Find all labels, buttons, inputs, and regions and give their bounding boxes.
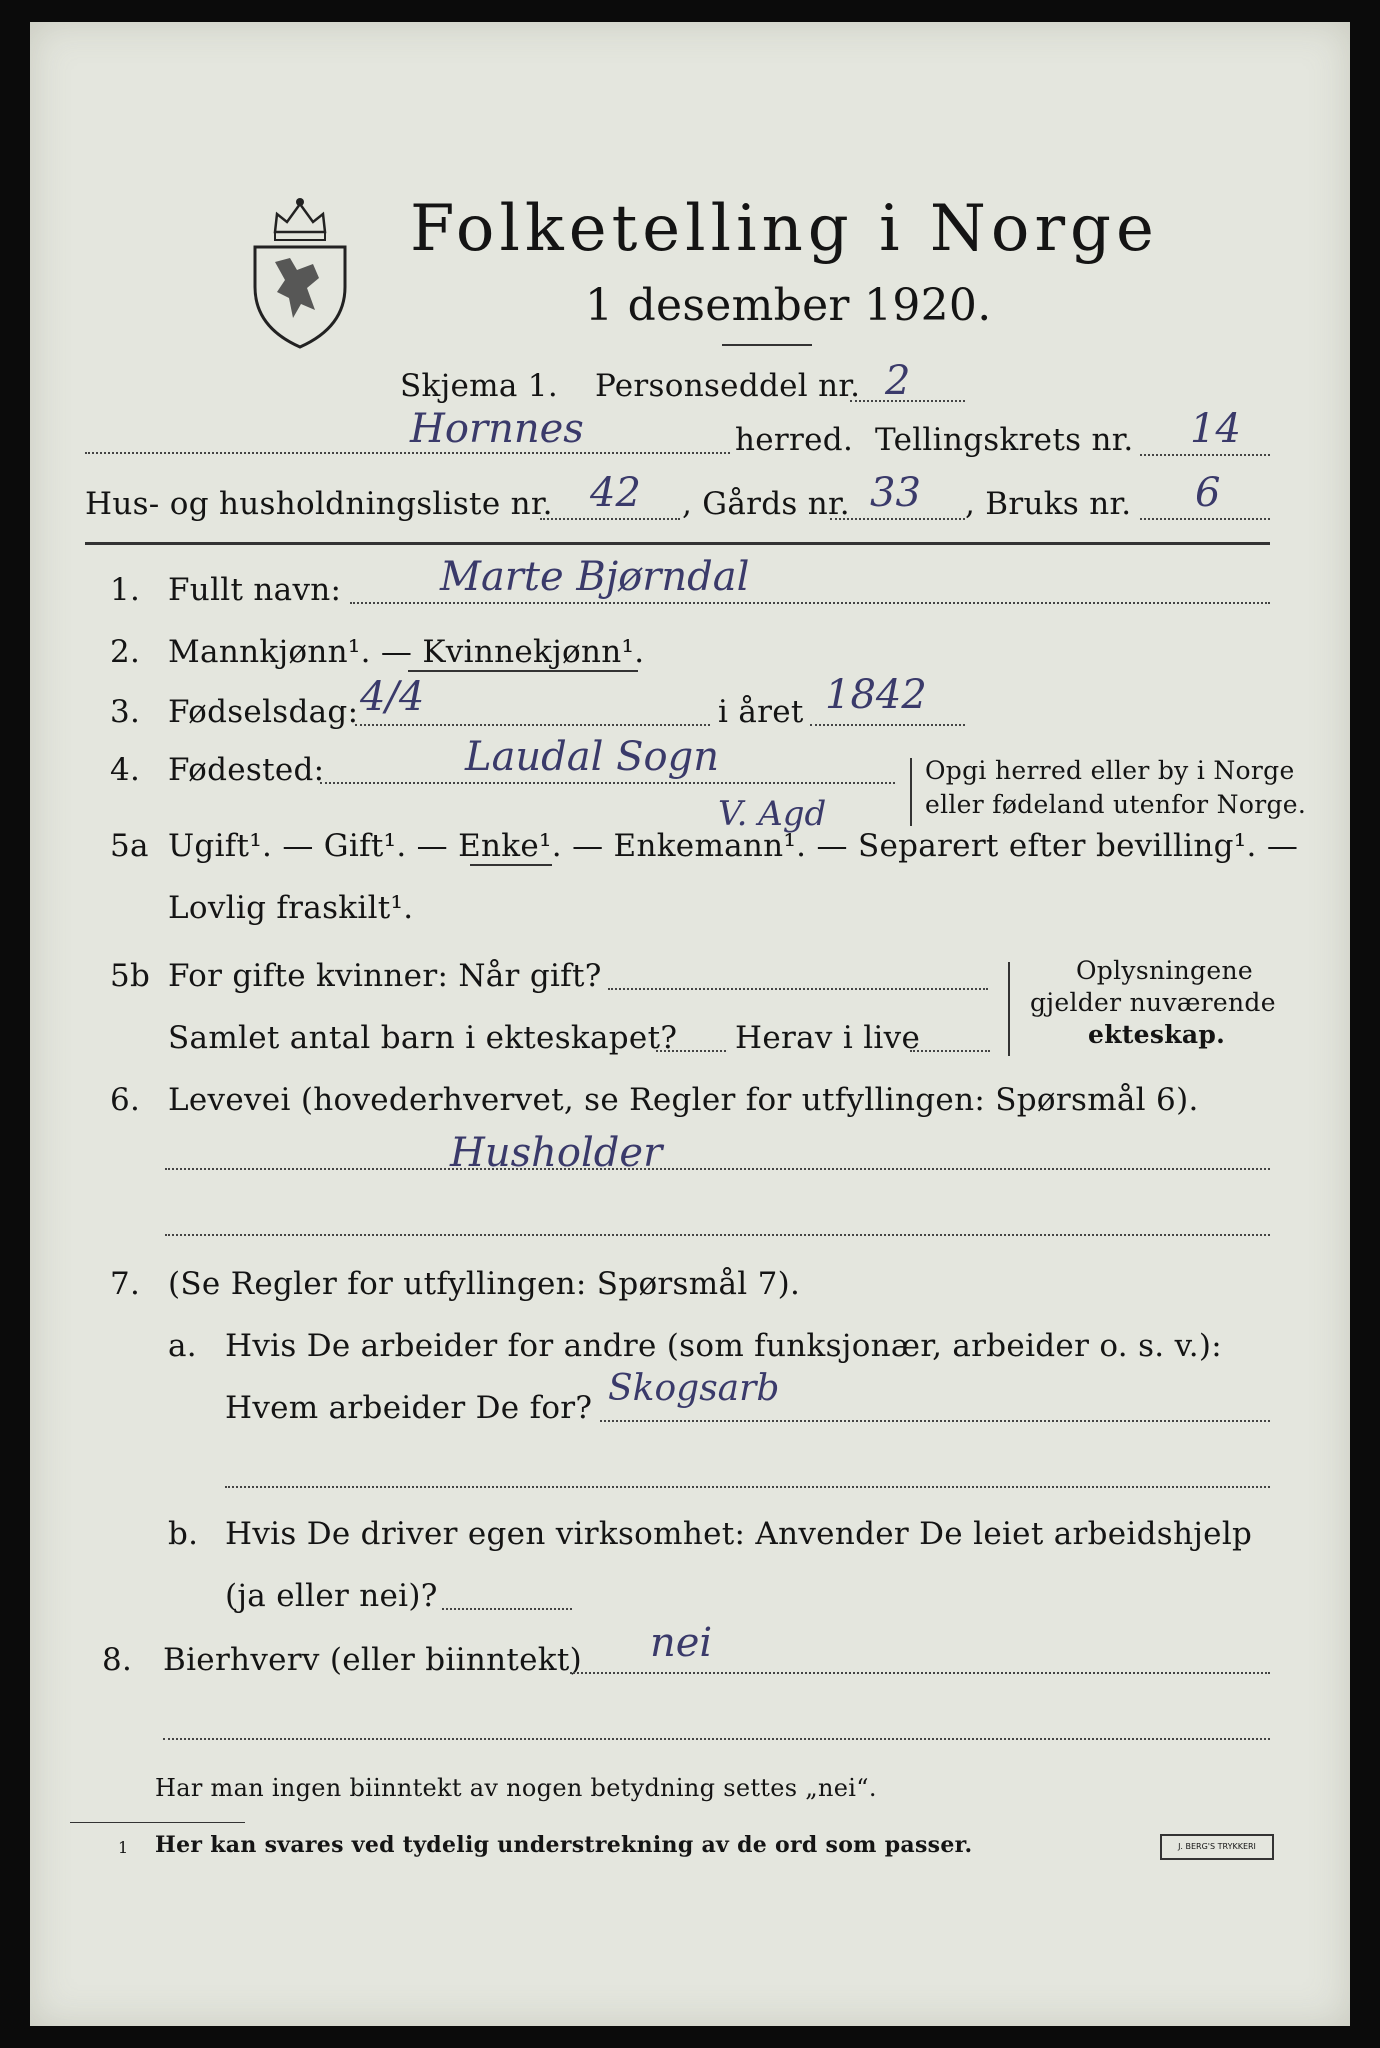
birthday-field[interactable] bbox=[355, 724, 710, 726]
q3-year-label: i året bbox=[718, 694, 804, 730]
side-income-value: nei bbox=[650, 1620, 713, 1666]
printer-stamp bbox=[1160, 1834, 1274, 1860]
footer-note: Har man ingen biinntekt av nogen betydning settes „nei“. bbox=[155, 1774, 877, 1802]
q2-number: 2. bbox=[110, 634, 141, 670]
herred-field[interactable] bbox=[85, 452, 730, 454]
footnote-number: 1 bbox=[118, 1838, 129, 1857]
q4-number: 4. bbox=[110, 752, 141, 788]
coat-of-arms-icon bbox=[245, 192, 355, 352]
q3-label: Fødselsdag: bbox=[168, 694, 359, 730]
q6-label: Levevei (hovederhvervet, se Regler for utfyllingen: Spørsmål 6). bbox=[168, 1082, 1199, 1118]
q6-number: 6. bbox=[110, 1082, 141, 1118]
section-divider bbox=[85, 542, 1270, 545]
q7b-number: b. bbox=[168, 1516, 199, 1552]
occupation-field[interactable] bbox=[165, 1168, 1270, 1170]
husliste-label: Hus- og husholdningsliste nr. bbox=[85, 486, 553, 522]
tellingskrets-field[interactable] bbox=[1140, 454, 1270, 456]
side-income-field[interactable] bbox=[570, 1672, 1270, 1674]
birthplace-field[interactable] bbox=[320, 782, 895, 784]
herred-label: herred. bbox=[735, 422, 854, 458]
q2-label: Mannkjønn¹. — Kvinnekjønn¹. bbox=[168, 634, 645, 670]
husliste-value: 42 bbox=[590, 470, 641, 516]
footnote-divider bbox=[70, 1822, 245, 1823]
tellingskrets-label: Tellingskrets nr. bbox=[875, 422, 1134, 458]
marriage-note-brace bbox=[1008, 962, 1020, 1056]
birthday-value: 4/4 bbox=[360, 674, 425, 720]
q3-number: 3. bbox=[110, 694, 141, 730]
hired-help-field[interactable] bbox=[442, 1608, 572, 1610]
birth-year-value: 1842 bbox=[825, 672, 927, 718]
employer-field[interactable] bbox=[600, 1420, 1270, 1422]
q4-label: Fødested: bbox=[168, 752, 325, 788]
occupation-value: Husholder bbox=[450, 1130, 663, 1176]
q7-number: 7. bbox=[110, 1266, 141, 1302]
q7b-label: Hvis De driver egen virksomhet: Anvender De leiet arbeidshjelp bbox=[225, 1516, 1253, 1552]
marriage-note-2: gjelder nuværende bbox=[1030, 988, 1276, 1017]
side-income-field-2[interactable] bbox=[163, 1738, 1270, 1740]
full-name-field[interactable] bbox=[350, 602, 1270, 604]
q5b-label-3: Herav i live bbox=[735, 1020, 921, 1056]
children-alive-field[interactable] bbox=[910, 1050, 990, 1052]
birthplace-note-brace bbox=[910, 758, 922, 826]
occupation-field-2[interactable] bbox=[165, 1234, 1270, 1236]
birthplace-value: Laudal Sogn bbox=[465, 734, 719, 780]
birthplace-region-value: V. Agd bbox=[718, 794, 827, 834]
birthplace-note-2: eller fødeland utenfor Norge. bbox=[925, 790, 1307, 819]
employer-field-2[interactable] bbox=[225, 1486, 1270, 1488]
q5a-label-2: Lovlig fraskilt¹. bbox=[168, 890, 414, 926]
q8-number: 8. bbox=[102, 1642, 133, 1678]
gards-value: 33 bbox=[870, 470, 921, 516]
employer-value: Skogsarb bbox=[608, 1368, 780, 1409]
full-name-value: Marte Bjørndal bbox=[440, 554, 750, 600]
gards-field[interactable] bbox=[830, 518, 965, 520]
marriage-note-1: Oplysningene bbox=[1076, 956, 1253, 985]
personseddel-label: Personseddel nr. bbox=[595, 368, 861, 404]
q5a-label: Ugift¹. — Gift¹. — Enke¹. — Enkemann¹. — Separert efter bevilling¹. — bbox=[168, 828, 1299, 864]
printer-stamp-text: J. BERG'S TRYKKERI bbox=[1178, 1842, 1256, 1851]
personseddel-value: 2 bbox=[885, 358, 911, 404]
q1-label: Fullt navn: bbox=[168, 572, 342, 608]
schema-label: Skjema 1. bbox=[400, 368, 558, 404]
q7a-number: a. bbox=[168, 1328, 197, 1364]
bruks-value: 6 bbox=[1195, 470, 1221, 516]
birthplace-note-1: Opgi herred eller by i Norge bbox=[925, 756, 1295, 785]
marriage-date-field[interactable] bbox=[608, 988, 988, 990]
children-count-field[interactable] bbox=[656, 1050, 726, 1052]
q1-number: 1. bbox=[110, 572, 141, 608]
q7-label: (Se Regler for utfyllingen: Spørsmål 7). bbox=[168, 1266, 801, 1302]
q5b-label-1: For gifte kvinner: Når gift? bbox=[168, 958, 602, 994]
census-form-page bbox=[30, 22, 1350, 2026]
tellingskrets-value: 14 bbox=[1190, 406, 1241, 452]
birth-year-field[interactable] bbox=[810, 724, 965, 726]
q8-label: Bierhverv (eller biinntekt) bbox=[163, 1642, 583, 1678]
bruks-field[interactable] bbox=[1140, 518, 1270, 520]
gards-label: , Gårds nr. bbox=[682, 486, 850, 522]
q7b-label-2: (ja eller nei)? bbox=[225, 1578, 438, 1614]
q5b-number: 5b bbox=[110, 958, 151, 994]
kvinnekjonn-underline bbox=[408, 670, 638, 672]
form-title: Folketelling i Norge bbox=[410, 192, 1159, 266]
husliste-field[interactable] bbox=[540, 518, 680, 520]
q5b-label-2: Samlet antal barn i ekteskapet? bbox=[168, 1020, 678, 1056]
herred-value: Hornnes bbox=[410, 406, 584, 452]
census-date: 1 desember 1920. bbox=[585, 280, 992, 331]
enke-underline bbox=[470, 864, 552, 866]
footnote-text: Her kan svares ved tydelig understrekning av de ord som passer. bbox=[155, 1832, 973, 1858]
title-divider bbox=[722, 344, 812, 346]
bruks-label: , Bruks nr. bbox=[965, 486, 1132, 522]
q5a-number: 5a bbox=[110, 828, 149, 864]
q7a-label: Hvis De arbeider for andre (som funksjonær, arbeider o. s. v.): bbox=[225, 1328, 1223, 1364]
q7a-label-2: Hvem arbeider De for? bbox=[225, 1390, 593, 1426]
marriage-note-3: ekteskap. bbox=[1088, 1020, 1226, 1049]
